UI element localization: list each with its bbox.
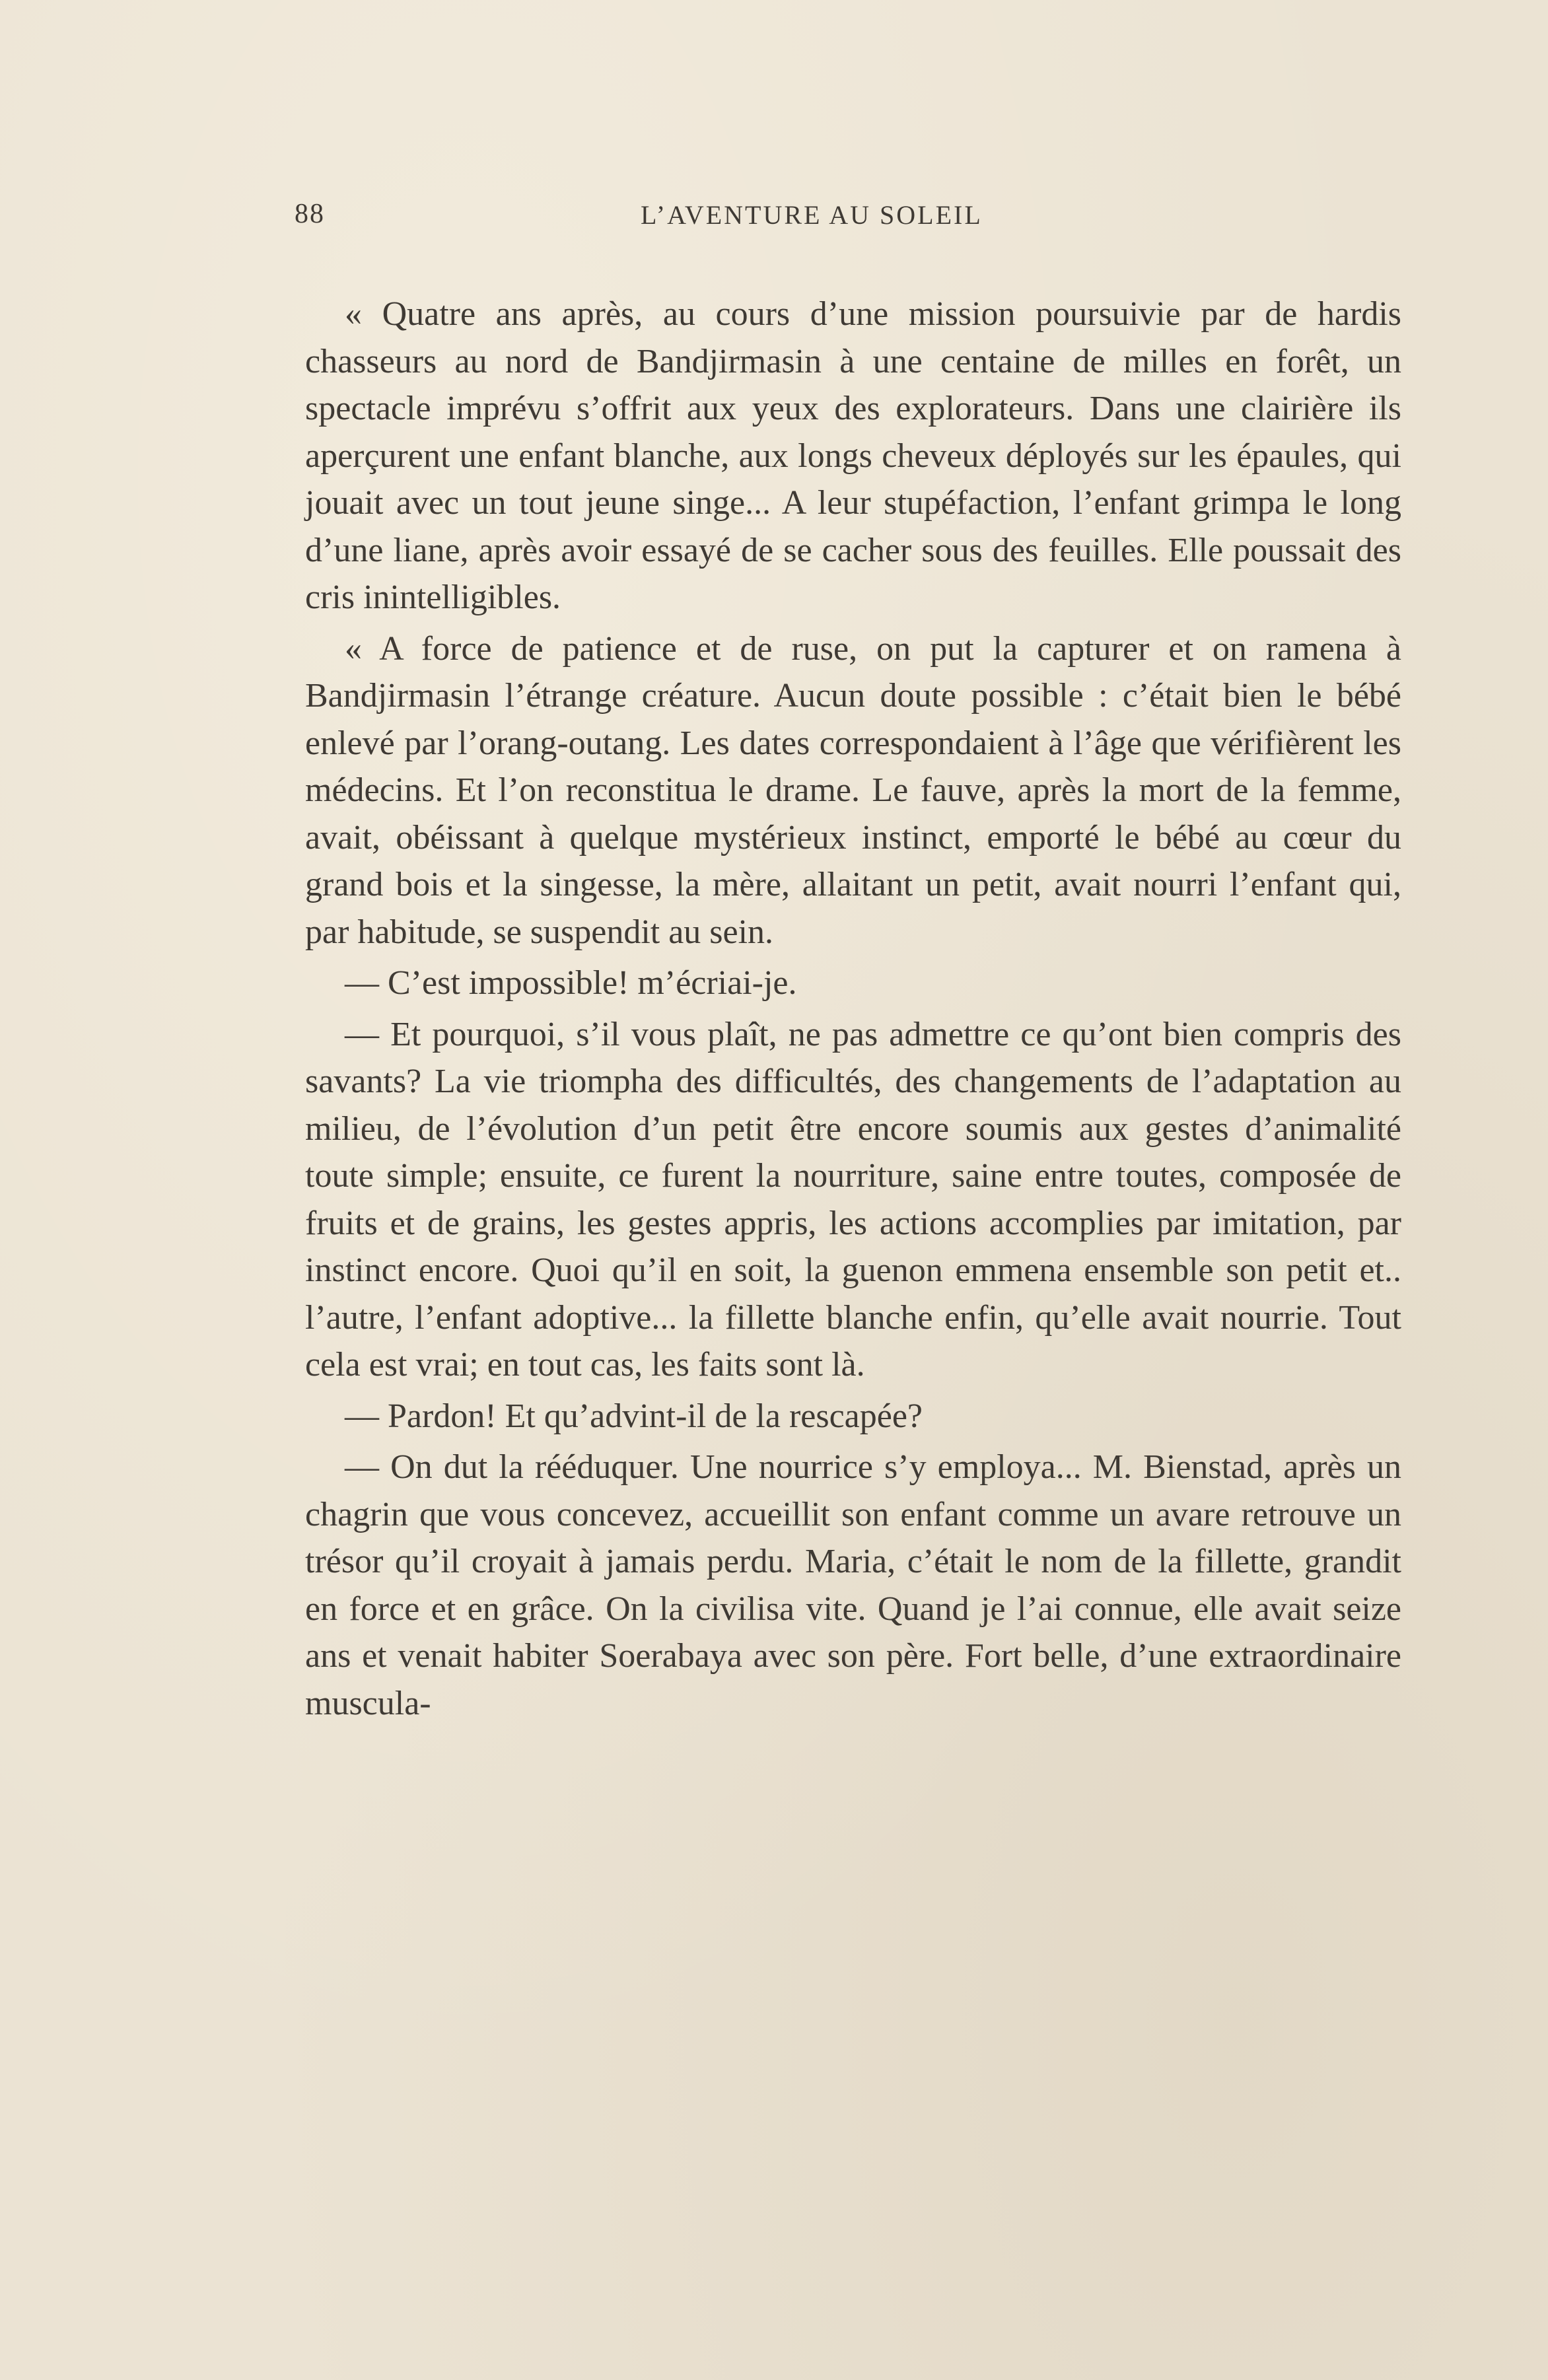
- running-header: [295, 198, 1047, 238]
- paragraph: « Quatre ans après, au cours d’une mission poursuivie par de hardis chasseurs au nord de Bandjirmasin à une centaine de milles en forêt, un spectacle imprévu s’offrit aux yeux des explorateurs. Dans une clairière ils aperçurent une enfant blanche, aux longs cheveux déployés sur les épaules, qui jouait avec un tout jeune singe... A leur stupéfaction, l’enfant grimpa le long d’une liane, après avoir essayé de se cacher sous des feuilles. Elle poussait des cris inintelligibles.: [305, 295, 1401, 616]
- body-text: [305, 291, 1401, 1727]
- paragraph: — Pardon! Et qu’advint-il de la rescapée?: [345, 1397, 923, 1435]
- paragraph: « A force de patience et de ruse, on put la capturer et on ramena à Bandjirmasin l’étrange créature. Aucun doute possible : c’était bien le bébé enlevé par l’orang-outang. Les dates correspondaient à l’âge que vérifièrent les médecins. Et l’on reconstitua le drame. Le fauve, après la mort de la femme, avait, obéissant à quelque mystérieux instinct, emporté le bébé au cœur du grand bois et la singesse, la mère, allaitant un petit, avait nourri l’enfant qui, par habitude, se suspendit au sein.: [305, 629, 1401, 951]
- paragraph: — On dut la rééduquer. Une nourrice s’y employa... M. Bienstad, après un chagrin que vous concevez, accueillit son enfant comme un avare retrouve un trésor qu’il croyait à jamais perdu. Maria, c’était le nom de la fillette, grandit en force et en grâce. On la civilisa vite. Quand je l’ai connue, elle avait seize ans et venait habiter Soerabaya avec son père. Fort belle, d’une extraordinaire muscula-: [305, 1448, 1401, 1722]
- running-title: L’AVENTURE AU SOLEIL: [641, 200, 983, 230]
- paragraph: — Et pourquoi, s’il vous plaît, ne pas admettre ce qu’ont bien compris des savants? La vie triompha des difficultés, des changements de l’adaptation au milieu, de l’évolution d’un petit être encore soumis aux gestes d’animalité toute simple; ensuite, ce furent la nourriture, saine entre toutes, composée de fruits et de grains, les gestes appris, les actions accomplies par imitation, par instinct encore. Quoi qu’il en soit, la guenon emmena ensemble son petit et.. l’autre, l’enfant adoptive... la fillette blanche enfin, qu’elle avait nourrie. Tout cela est vrai; en tout cas, les faits sont là.: [305, 1015, 1401, 1383]
- page-number: 88: [295, 199, 325, 229]
- paragraph: — C’est impossible! m’écriai-je.: [345, 964, 797, 1002]
